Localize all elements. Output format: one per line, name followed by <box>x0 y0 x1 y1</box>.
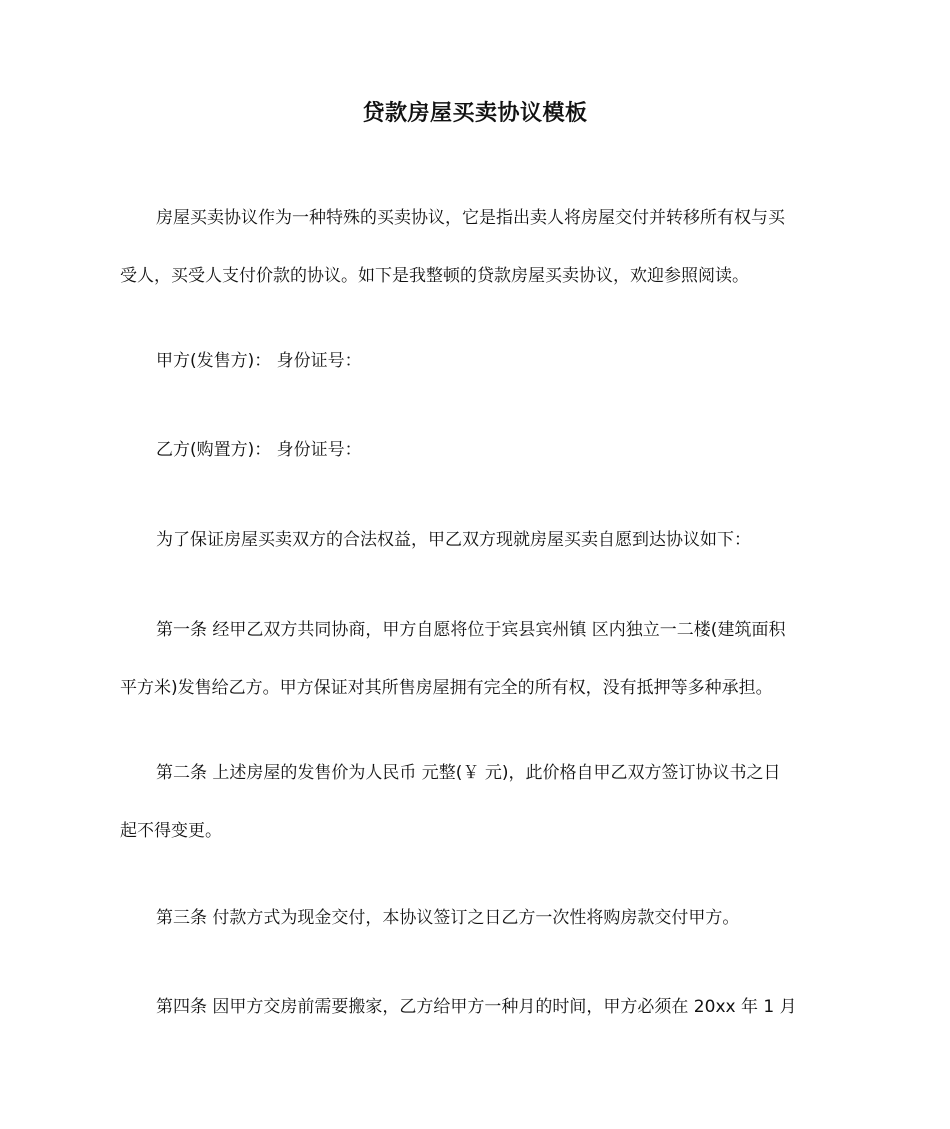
paragraph-article-2 <box>120 744 830 860</box>
paragraph-article-3 <box>120 889 830 947</box>
paragraph-line: 房屋买卖协议作为一种特殊的买卖协议，它是指出卖人将房屋交付并转移所有权与买 <box>156 208 785 228</box>
document-title: 贷款房屋买卖协议模板 <box>362 101 588 126</box>
paragraph-line: 第四条 因甲方交房前需要搬家，乙方给甲方一种月的时间，甲方必须在 20xx 年 1 月 <box>156 997 797 1017</box>
paragraph-line: 第二条 上述房屋的发售价为人民币 元整(￥ 元)，此价格自甲乙双方签订协议书之日 <box>156 763 781 783</box>
paragraph-line: 平方米)发售给乙方。甲方保证对其所售房屋拥有完全的所有权，没有抵押等多种承担。 <box>120 678 773 698</box>
paragraph-line: 第一条 经甲乙双方共同协商，甲方自愿将位于宾县宾州镇 区内独立一二楼(建筑面积 <box>156 620 786 640</box>
paragraph-party-b <box>120 421 830 479</box>
paragraph-line: 起不得变更。 <box>120 821 222 841</box>
paragraph-line: 第三条 付款方式为现金交付，本协议签订之日乙方一次性将购房款交付甲方。 <box>156 908 740 928</box>
paragraph-party-a <box>120 332 830 390</box>
paragraph-intro <box>120 189 830 305</box>
paragraph-line: 为了保证房屋买卖双方的合法权益，甲乙双方现就房屋买卖自愿到达协议如下： <box>156 530 751 550</box>
paragraph-preamble <box>120 511 830 569</box>
paragraph-article-1 <box>120 601 830 717</box>
paragraph-article-4 <box>120 978 830 1036</box>
paragraph-line: 甲方(发售方)： 身份证号： <box>156 351 362 371</box>
paragraph-line: 受人，买受人支付价款的协议。如下是我整顿的贷款房屋买卖协议，欢迎参照阅读。 <box>120 266 749 286</box>
paragraph-line: 乙方(购置方)： 身份证号： <box>156 440 362 460</box>
